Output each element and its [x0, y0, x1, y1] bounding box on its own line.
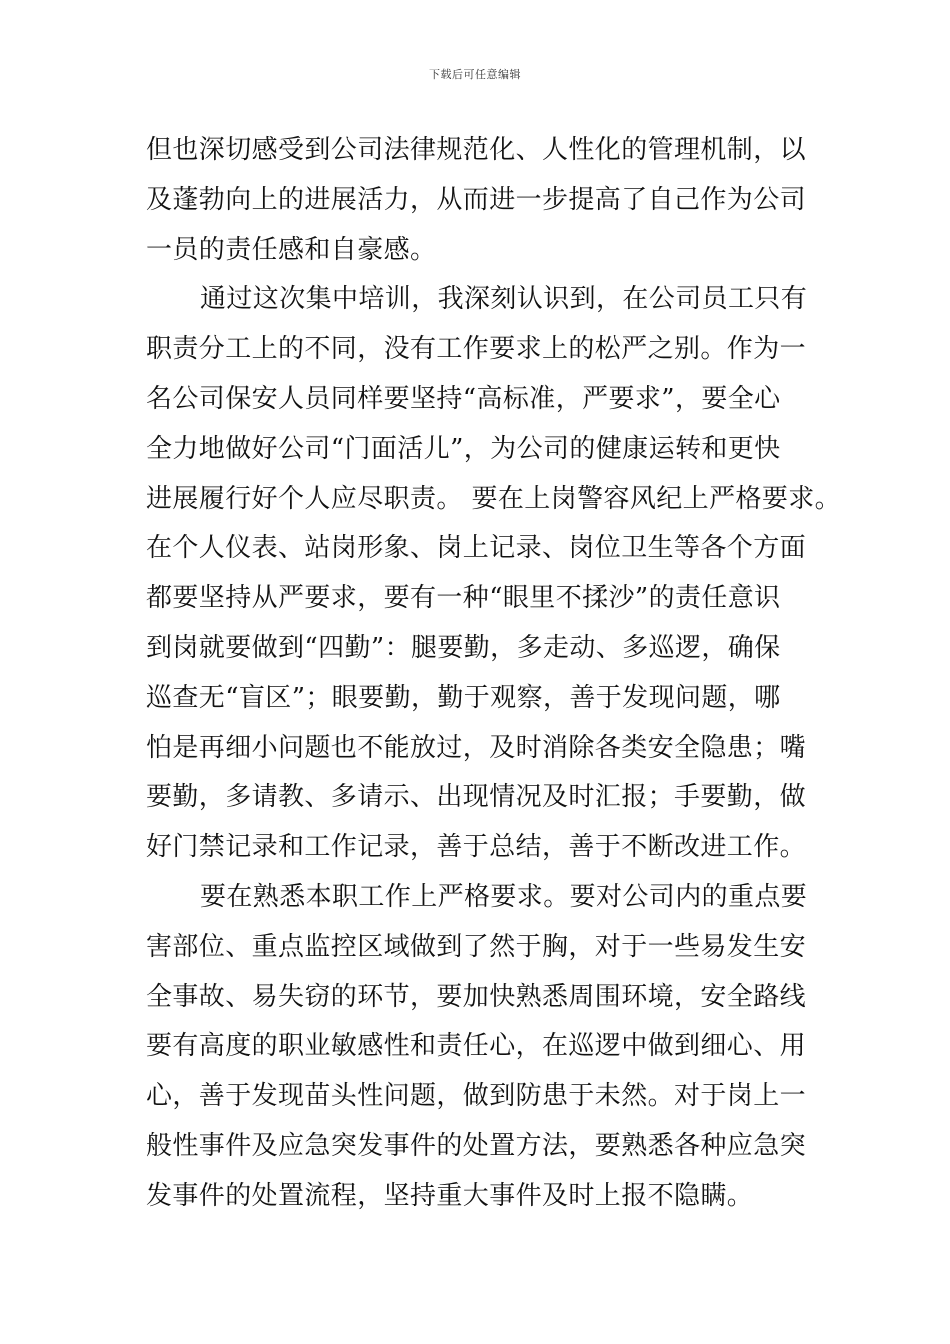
paragraph-3-line-1: 要在熟悉本职工作上严格要求。要对公司内的重点要 [200, 881, 808, 912]
paragraph-3-line-5: 心，善于发现苗头性问题，做到防患于未然。对于岗上一 [146, 1081, 807, 1112]
paragraph-1-line-3: 一员的责任感和自豪感。 [146, 234, 437, 265]
paragraph-2-line-5: 进展履行好个人应尽职责。 要在上岗警容风纪上严格要求。 [146, 483, 842, 514]
paragraph-2-line-8: 到岗就要做到“四勤”：腿要勤，多走动、多巡逻，确保 [146, 632, 781, 663]
paragraph-2-line-9: 巡查无“盲区”；眼要勤，勤于观察，善于发现问题，哪 [146, 682, 781, 713]
document-body [146, 126, 842, 1222]
paragraph-2-line-12: 好门禁记录和工作记录，善于总结，善于不断改进工作。 [146, 832, 807, 863]
paragraph-3-line-2: 害部位、重点监控区域做到了然于胸，对于一些易发生安 [146, 931, 807, 962]
paragraph-2-line-11: 要勤，多请教、多请示、出现情况及时汇报；手要勤，做 [146, 782, 807, 813]
paragraph-2-line-7: 都要坚持从严要求，要有一种“眼里不揉沙”的责任意识 [146, 583, 781, 614]
paragraph-2-line-6: 在个人仪表、站岗形象、岗上记录、岗位卫生等各个方面 [146, 533, 807, 564]
paragraph-2-line-2: 职责分工上的不同，没有工作要求上的松严之别。作为一 [146, 334, 807, 365]
paragraph-3-line-3: 全事故、易失窃的环节，要加快熟悉周围环境，安全路线 [146, 981, 807, 1012]
paragraph-1-line-2: 及蓬勃向上的进展活力，从而进一步提高了自己作为公司 [146, 184, 807, 215]
page-header: 下载后可任意编辑 [429, 68, 521, 81]
paragraph-1-line-1: 但也深切感受到公司法律规范化、人性化的管理机制，以 [146, 135, 807, 165]
paragraph-2-line-3: 名公司保安人员同样要坚持“高标准，严要求”，要全心 [146, 383, 781, 414]
paragraph-2-line-4: 全力地做好公司“门面活儿”，为公司的健康运转和更快 [146, 433, 781, 464]
paragraph-2-line-1: 通过这次集中培训，我深刻认识到，在公司员工只有 [200, 284, 808, 315]
paragraph-3-line-6: 般性事件及应急突发事件的处置方法，要熟悉各种应急突 [146, 1130, 807, 1161]
paragraph-2-line-10: 怕是再细小问题也不能放过，及时消除各类安全隐患；嘴 [146, 732, 807, 763]
paragraph-3-line-7: 发事件的处置流程，坚持重大事件及时上报不隐瞒。 [146, 1180, 754, 1211]
paragraph-3-line-4: 要有高度的职业敏感性和责任心，在巡逻中做到细心、用 [146, 1031, 807, 1062]
